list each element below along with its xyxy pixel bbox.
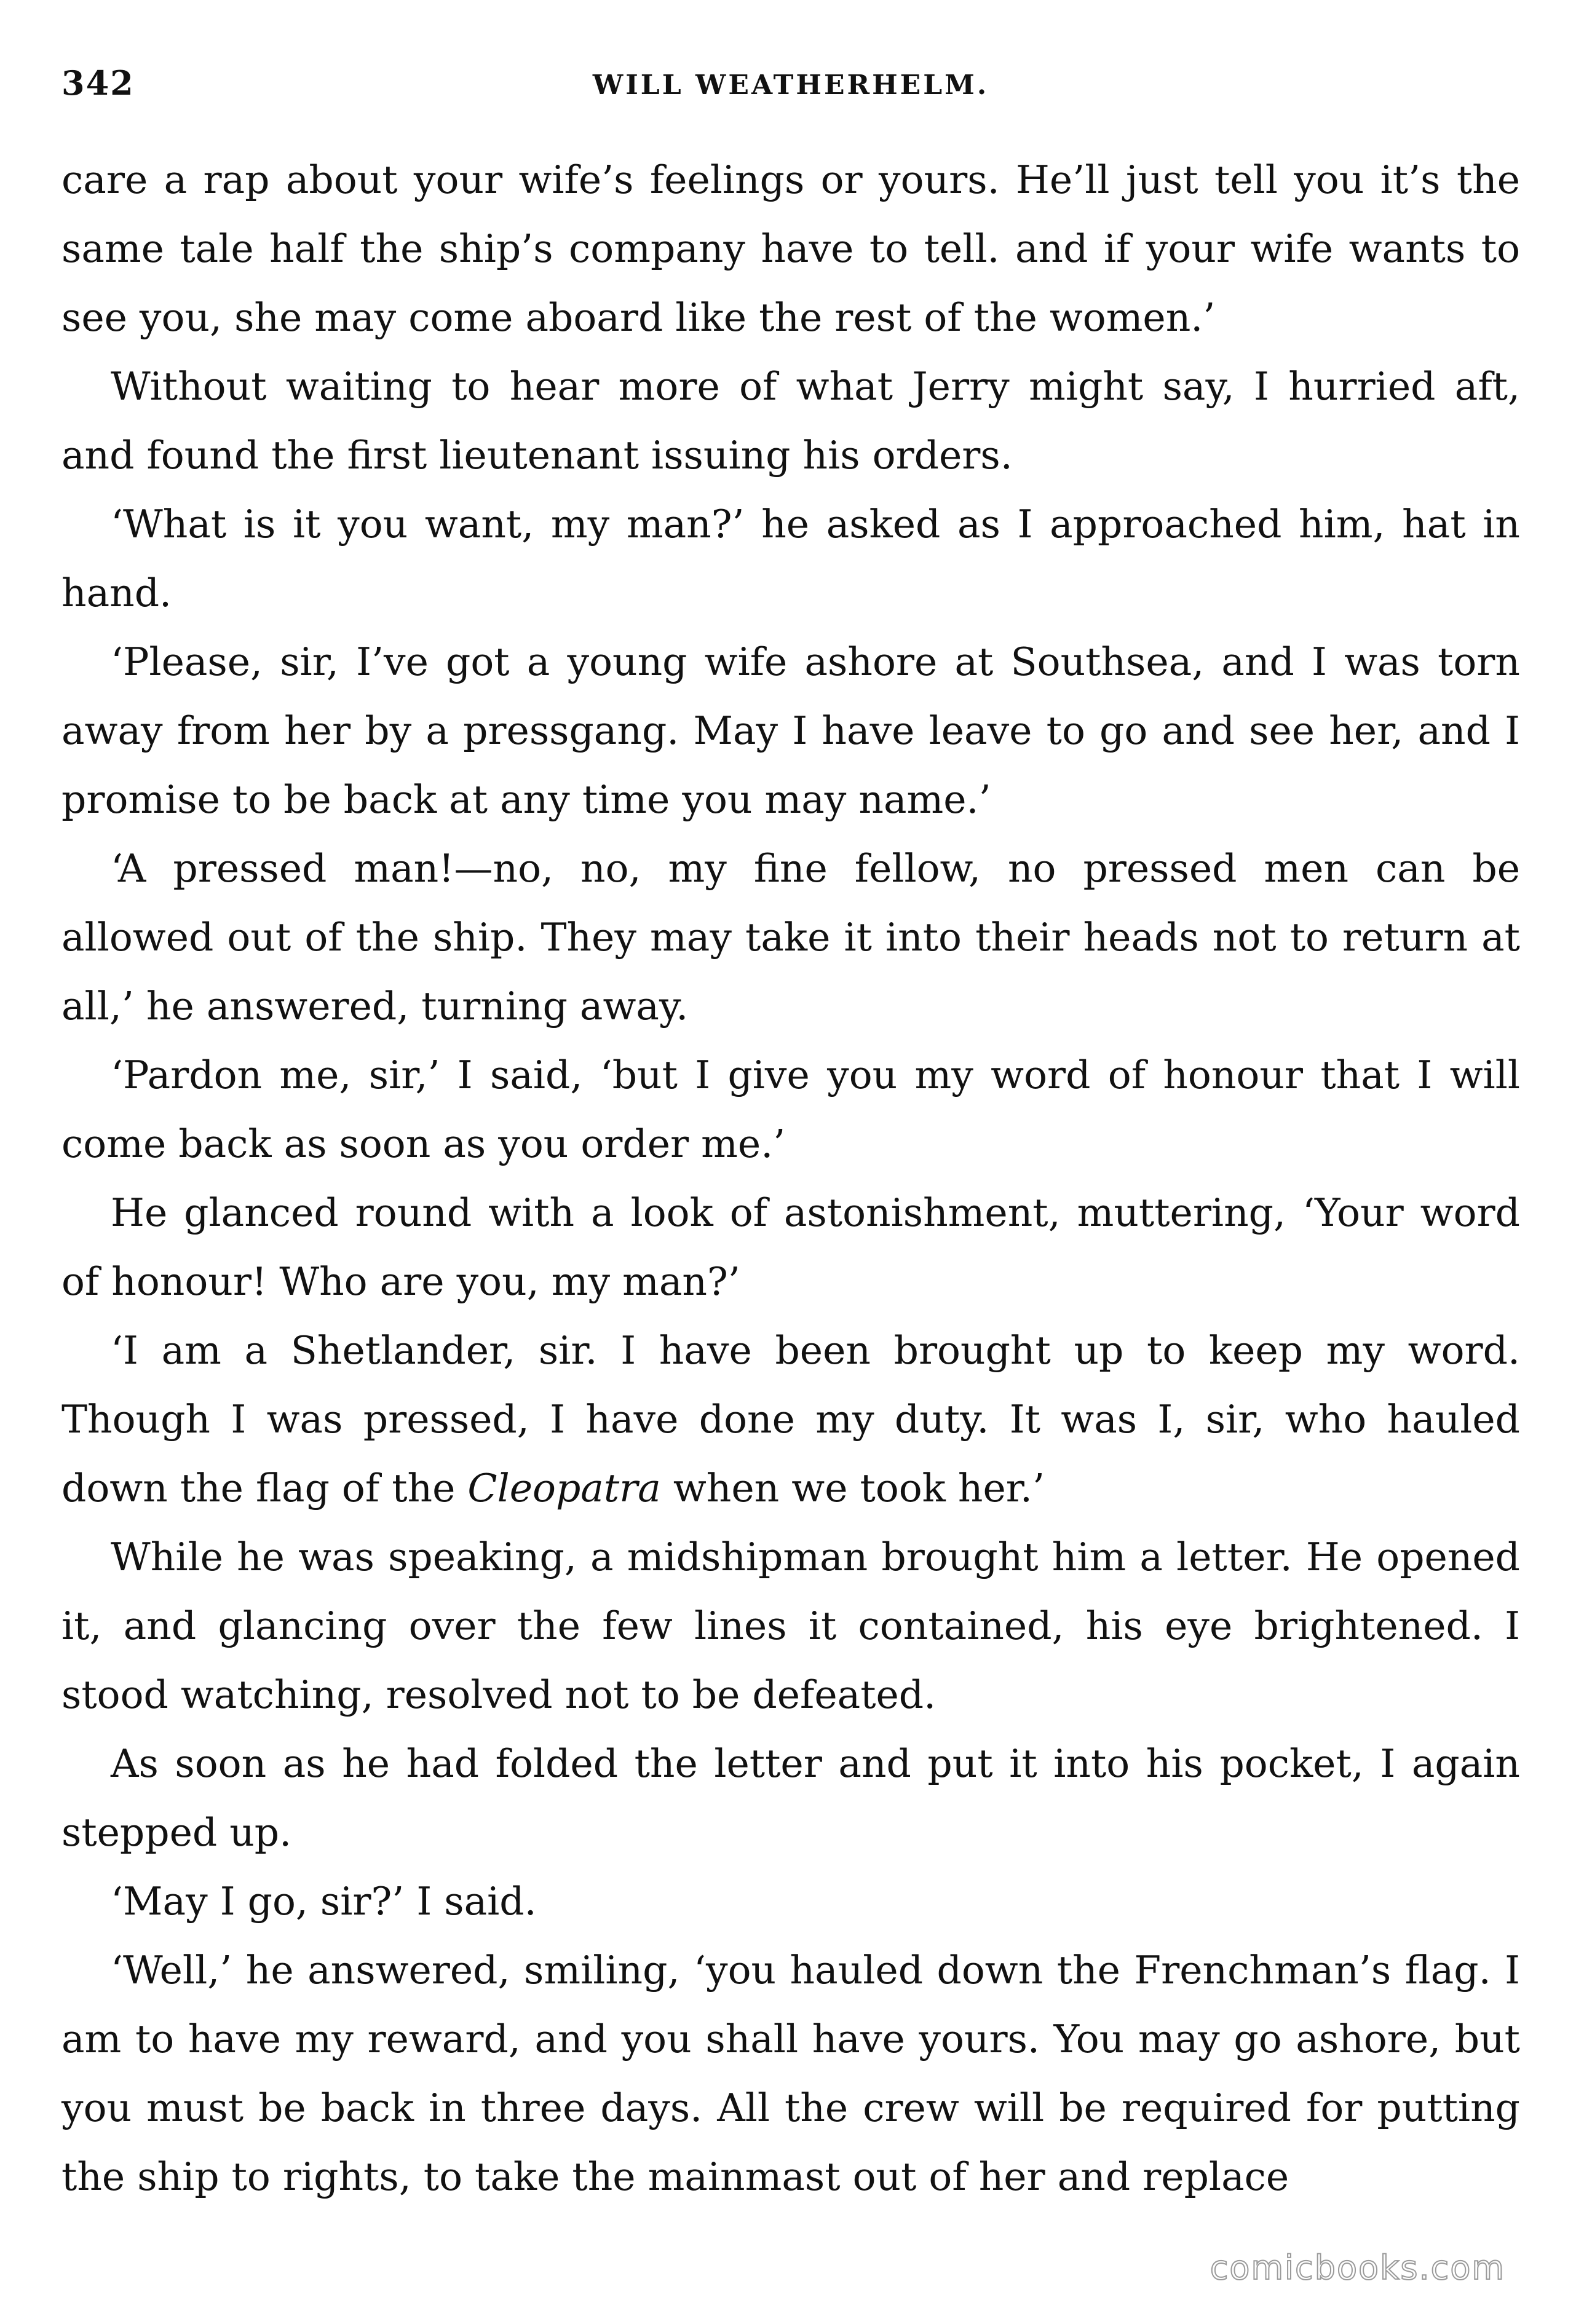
italic-text: Cleopatra bbox=[467, 1466, 661, 1511]
paragraph bbox=[61, 834, 1520, 1041]
paragraph bbox=[61, 146, 1520, 352]
running-head: WILL WEATHERHELM. bbox=[592, 69, 989, 101]
text-segment: care a rap about your wife’s feelings or yours. He’ll just tell you it’s the same tale half the ship’s company have to tell. and if your wife wants to see you, she may come aboard like the rest of the women.’ bbox=[61, 157, 1520, 340]
text-segment: As soon as he had folded the letter and put it into his pocket, I again stepped up. bbox=[61, 1741, 1520, 1855]
text-segment: ‘Please, sir, I’ve got a young wife ashore at Southsea, and I was torn away from her by a pressgang. May I have leave to go and see her, and I promise to be back at any time you may name.’ bbox=[61, 639, 1520, 822]
watermark: comicbooks.com bbox=[1210, 2248, 1505, 2287]
paragraph bbox=[61, 352, 1520, 490]
text-segment: ‘What is it you want, my man?’ he asked as I approached him, hat in hand. bbox=[61, 502, 1520, 615]
paragraph bbox=[61, 1041, 1520, 1179]
text-segment: ‘I am a Shetlander, sir. I have been brought up to keep my word. Though I was pressed, I have done my duty. It was I, sir, who hauled down the flag of the bbox=[61, 1328, 1520, 1511]
text-segment: ‘A pressed man!—no, no, my fine fellow, no pressed men can be allowed out of the ship. They may take it into their heads not to return at all,’ he answered, turning away. bbox=[61, 846, 1520, 1029]
page-number: 342 bbox=[61, 63, 135, 103]
paragraph bbox=[61, 1316, 1520, 1523]
paragraph bbox=[61, 1867, 1520, 1936]
text-segment: ‘May I go, sir?’ I said. bbox=[111, 1879, 537, 1924]
paragraph bbox=[61, 1523, 1520, 1729]
paragraph bbox=[61, 1936, 1520, 2211]
text-segment: when we took her.’ bbox=[660, 1466, 1045, 1511]
text-segment: He glanced round with a look of astonishment, muttering, ‘Your word of honour! Who are you, my man?’ bbox=[61, 1190, 1520, 1304]
text-segment: Without waiting to hear more of what Jerry might say, I hurried aft, and found the first lieutenant issuing his orders. bbox=[61, 364, 1520, 478]
book-page bbox=[61, 58, 1520, 2247]
text-segment: While he was speaking, a midshipman brought him a letter. He opened it, and glancing over the few lines it contained, his eye brightened. I stood watching, resolved not to be defeated. bbox=[61, 1535, 1520, 1717]
paragraph bbox=[61, 1729, 1520, 1867]
page-header bbox=[61, 58, 1520, 126]
paragraph bbox=[61, 490, 1520, 628]
paragraph bbox=[61, 628, 1520, 834]
paragraph bbox=[61, 1179, 1520, 1316]
body-text bbox=[61, 146, 1520, 2211]
text-segment: ‘Well,’ he answered, smiling, ‘you hauled down the Frenchman’s flag. I am to have my reward, and you shall have yours. You may go ashore, but you must be back in three days. All the crew will be required for putting the ship to rights, to take the mainmast out of her and replace bbox=[61, 1948, 1520, 2199]
text-segment: ‘Pardon me, sir,’ I said, ‘but I give you my word of honour that I will come back as soon as you order me.’ bbox=[61, 1053, 1520, 1166]
